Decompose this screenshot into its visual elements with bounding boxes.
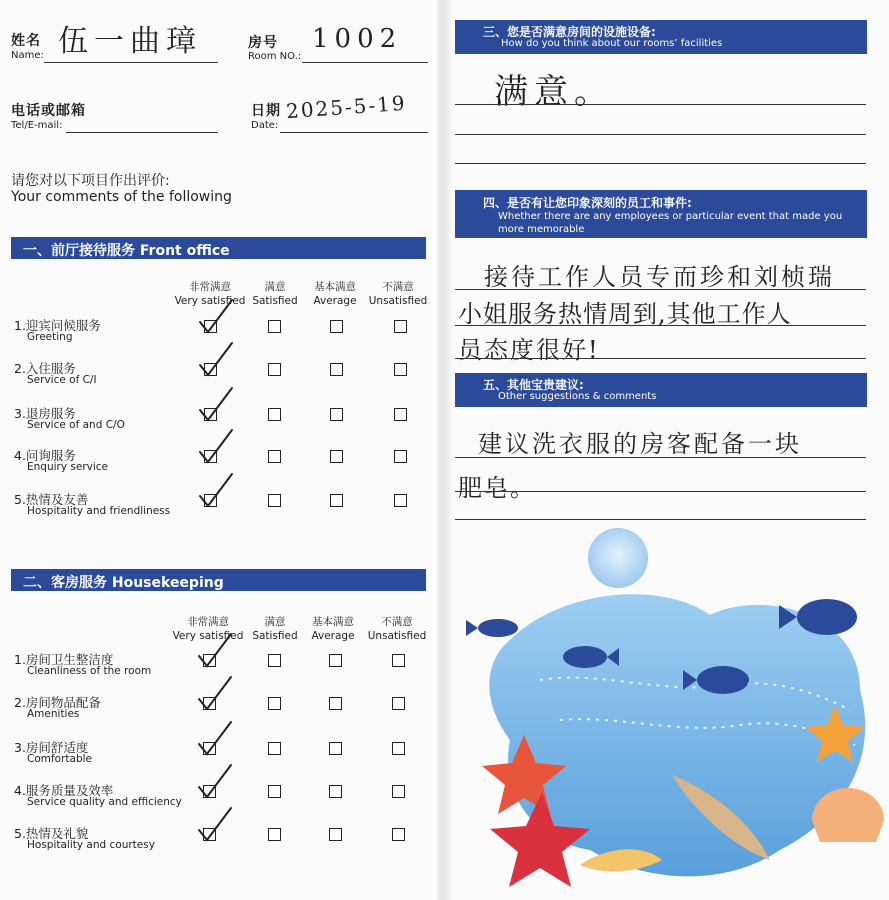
facilities-title: 三、您是否满意房间的设施设备: bbox=[483, 25, 656, 39]
housekeeping-checkmark-icon bbox=[195, 761, 235, 801]
housekeeping-col-header-en: Very satisfied bbox=[172, 630, 244, 642]
front-office-rating-checkbox[interactable] bbox=[330, 450, 343, 463]
housekeeping-rating-checkbox[interactable] bbox=[268, 742, 281, 755]
front-office-title: 一、前厅接待服务 Front office bbox=[23, 243, 230, 259]
front-office-row-label-cn: 4.问询服务 bbox=[14, 448, 76, 463]
memorable-title: 四、是否有让您印象深刻的员工和事件: bbox=[483, 196, 692, 210]
date-label-cn: 日期 bbox=[251, 103, 281, 119]
housekeeping-row-label-cn: 1.房间卫生整洁度 bbox=[14, 652, 114, 667]
suggestions-header bbox=[455, 373, 867, 407]
housekeeping-col-header-cn: 非常满意 bbox=[187, 616, 229, 628]
front-office-col-header-cn: 满意 bbox=[264, 281, 286, 293]
housekeeping-row-label-en: Comfortable bbox=[27, 753, 93, 765]
facilities-header bbox=[455, 20, 867, 54]
memorable-line-3 bbox=[455, 358, 866, 359]
name-label-cn: 姓名 bbox=[11, 33, 41, 49]
front-office-col-header-en: Satisfied bbox=[252, 295, 298, 307]
housekeeping-rating-checkbox[interactable] bbox=[329, 654, 342, 667]
housekeeping-col-header-cn: 不满意 bbox=[381, 616, 413, 628]
housekeeping-rating-checkbox[interactable] bbox=[392, 828, 405, 841]
front-office-rating-checkbox[interactable] bbox=[268, 450, 281, 463]
housekeeping-row-label-cn: 5.热情及礼貌 bbox=[14, 826, 89, 841]
room-value[interactable]: 1002 bbox=[312, 24, 403, 54]
front-office-checkmark-icon bbox=[196, 384, 236, 424]
front-office-col-header-en: Average bbox=[313, 295, 357, 307]
suggestions-answer-1[interactable]: 建议洗衣服的房客配备一块 bbox=[478, 430, 802, 458]
housekeeping-row-label-en: Cleanliness of the room bbox=[27, 665, 152, 677]
front-office-rating-checkbox[interactable] bbox=[394, 408, 407, 421]
front-office-col-header-en: Very satisfied bbox=[174, 295, 246, 307]
memorable-answer-2[interactable]: 小姐服务热情周到,其他工作人 bbox=[458, 300, 792, 328]
front-office-row-label-en: Hospitality and friendliness bbox=[27, 505, 171, 517]
memorable-answer-1[interactable]: 接待工作人员专而珍和刘桢瑞 bbox=[484, 263, 835, 291]
intro-cn: 请您对以下项目作出评价: bbox=[11, 173, 170, 189]
housekeeping-rating-checkbox[interactable] bbox=[329, 785, 342, 798]
name-value[interactable]: 伍一曲璋 bbox=[58, 24, 202, 59]
front-office-rating-checkbox[interactable] bbox=[268, 408, 281, 421]
housekeeping-col-header-en: Unsatisfied bbox=[367, 630, 427, 642]
housekeeping-rating-checkbox[interactable] bbox=[268, 654, 281, 667]
date-value[interactable]: 2025-5-19 bbox=[285, 90, 408, 124]
housekeeping-rating-checkbox[interactable] bbox=[329, 742, 342, 755]
front-office-checkmark-icon bbox=[196, 470, 236, 510]
room-label-cn: 房号 bbox=[248, 35, 278, 51]
room-label-en: Room NO.: bbox=[248, 51, 302, 62]
memorable-subtitle-1: Whether there are any employees or particular event that made you bbox=[498, 211, 843, 222]
front-office-checkmark-icon bbox=[196, 426, 236, 466]
housekeeping-row-label-cn: 3.房间舒适度 bbox=[14, 740, 89, 755]
front-office-header bbox=[11, 237, 426, 259]
front-office-col-header-cn: 基本满意 bbox=[314, 281, 356, 293]
housekeeping-rating-checkbox[interactable] bbox=[268, 785, 281, 798]
front-office-col-header-cn: 非常满意 bbox=[189, 281, 231, 293]
housekeeping-checkmark-icon bbox=[195, 718, 235, 758]
front-office-row-label-cn: 5.热情及友善 bbox=[14, 492, 89, 507]
front-office-col-header-cn: 不满意 bbox=[382, 281, 414, 293]
housekeeping-row-label-en: Service quality and efficiency bbox=[27, 796, 182, 808]
housekeeping-rating-checkbox[interactable] bbox=[329, 697, 342, 710]
suggestions-line-1 bbox=[455, 457, 866, 458]
housekeeping-col-header-en: Satisfied bbox=[252, 630, 298, 642]
front-office-rating-checkbox[interactable] bbox=[330, 408, 343, 421]
facilities-line-2 bbox=[455, 134, 866, 135]
housekeeping-header bbox=[11, 569, 426, 591]
front-office-row-label-en: Service of and C/O bbox=[27, 419, 125, 431]
housekeeping-rating-checkbox[interactable] bbox=[268, 828, 281, 841]
front-office-checkmark-icon bbox=[196, 296, 236, 336]
room-underline bbox=[302, 62, 428, 63]
date-label-en: Date: bbox=[251, 120, 279, 131]
front-office-row-label-en: Enquiry service bbox=[27, 461, 109, 473]
memorable-subtitle-2: more memorable bbox=[498, 224, 585, 235]
front-office-col-header bbox=[358, 280, 438, 308]
housekeeping-row-label-en: Hospitality and courtesy bbox=[27, 839, 155, 851]
housekeeping-row-label-cn: 4.服务质量及效率 bbox=[14, 783, 114, 798]
front-office-rating-checkbox[interactable] bbox=[330, 494, 343, 507]
housekeeping-rating-checkbox[interactable] bbox=[392, 742, 405, 755]
facilities-line-3 bbox=[455, 163, 866, 164]
suggestions-answer-2[interactable]: 肥皂。 bbox=[458, 474, 536, 502]
tel-label-cn: 电话或邮箱 bbox=[11, 103, 86, 119]
memorable-line-2 bbox=[455, 325, 866, 326]
front-office-rating-checkbox[interactable] bbox=[268, 494, 281, 507]
facilities-subtitle: How do you think about our rooms’ facilities bbox=[501, 38, 723, 49]
housekeeping-rating-checkbox[interactable] bbox=[392, 654, 405, 667]
suggestions-title: 五、其他宝贵建议: bbox=[483, 378, 584, 392]
housekeeping-rating-checkbox[interactable] bbox=[392, 785, 405, 798]
facilities-answer[interactable]: 满意。 bbox=[494, 72, 614, 112]
housekeeping-col-header-cn: 基本满意 bbox=[312, 616, 354, 628]
housekeeping-col-header-cn: 满意 bbox=[264, 616, 286, 628]
suggestions-subtitle: Other suggestions & comments bbox=[498, 391, 657, 402]
housekeeping-checkmark-icon bbox=[195, 630, 235, 670]
housekeeping-row-label-en: Amenities bbox=[27, 708, 80, 720]
memorable-line-1 bbox=[455, 289, 866, 290]
tel-label-en: Tel/E-mail: bbox=[11, 120, 63, 131]
front-office-row-label-en: Greeting bbox=[27, 331, 73, 343]
housekeeping-rating-checkbox[interactable] bbox=[268, 697, 281, 710]
front-office-rating-checkbox[interactable] bbox=[394, 494, 407, 507]
housekeeping-checkmark-icon bbox=[195, 804, 235, 844]
housekeeping-rating-checkbox[interactable] bbox=[392, 697, 405, 710]
front-office-rating-checkbox[interactable] bbox=[268, 363, 281, 376]
front-office-col-header-en: Unsatisfied bbox=[368, 295, 428, 307]
front-office-rating-checkbox[interactable] bbox=[330, 363, 343, 376]
front-office-row-label-cn: 3.退房服务 bbox=[14, 406, 76, 421]
name-label-en: Name: bbox=[11, 50, 44, 61]
fish-icon bbox=[466, 619, 518, 637]
front-office-rating-checkbox[interactable] bbox=[394, 363, 407, 376]
housekeeping-col-header bbox=[357, 615, 437, 643]
front-office-rating-checkbox[interactable] bbox=[330, 320, 343, 333]
front-office-row-label-en: Service of C/I bbox=[27, 374, 97, 386]
bubble bbox=[588, 528, 648, 588]
front-office-row-label-cn: 1.迎宾问候服务 bbox=[14, 318, 101, 333]
date-underline bbox=[280, 132, 428, 133]
facilities-line-1 bbox=[455, 104, 866, 105]
front-office-row-label-cn: 2.入住服务 bbox=[14, 361, 76, 376]
front-office-checkmark-icon bbox=[196, 339, 236, 379]
front-office-rating-checkbox[interactable] bbox=[394, 320, 407, 333]
front-office-rating-checkbox[interactable] bbox=[268, 320, 281, 333]
ocean-illustration bbox=[440, 520, 889, 900]
front-office-rating-checkbox[interactable] bbox=[394, 450, 407, 463]
name-underline bbox=[44, 62, 218, 63]
housekeeping-row-label-cn: 2.房间物品配备 bbox=[14, 695, 101, 710]
suggestions-line-2 bbox=[455, 491, 866, 492]
housekeeping-checkmark-icon bbox=[195, 673, 235, 713]
memorable-header bbox=[455, 190, 867, 238]
intro-en: Your comments of the following bbox=[11, 189, 232, 205]
memorable-answer-3[interactable]: 员态度很好! bbox=[458, 336, 600, 364]
housekeeping-title: 二、客房服务 Housekeeping bbox=[23, 575, 224, 591]
housekeeping-rating-checkbox[interactable] bbox=[329, 828, 342, 841]
tel-underline[interactable] bbox=[66, 132, 218, 133]
housekeeping-col-header-en: Average bbox=[311, 630, 355, 642]
